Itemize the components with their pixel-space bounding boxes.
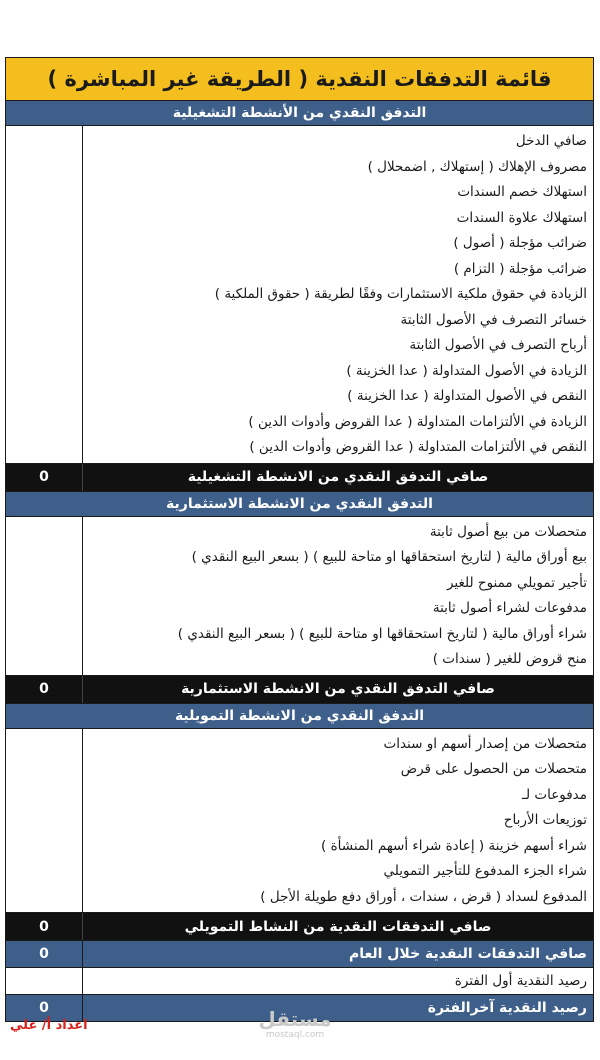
statement-title: قائمة التدفقات النقدية ( الطريقة غير المباشرة ) [6, 58, 593, 101]
operating-line-item: خسائر التصرف في الأصول الثابتة [400, 311, 587, 328]
investing-line-item: مدفوعات لشراء أصول ثابتة [432, 600, 587, 616]
investing-net-row [6, 676, 593, 704]
financing-line-item: متحصلات من إصدار أسهم او سندات [383, 735, 587, 752]
net-change-row [6, 941, 593, 968]
investing-line-item: منح قروض للغير ( سندات ) [432, 651, 587, 667]
operating-net-row [6, 464, 593, 492]
investing-line-item: بيع أوراق مالية ( لتاريخ استحقاقها او متاحة للبيع ) ( بسعر البيع النقدي ) [191, 549, 587, 565]
operating-line-item: استهلاك علاوة السندات [456, 209, 587, 226]
opening-balance-value [6, 968, 83, 994]
author-credit: اعداد أ/ علي [10, 1018, 88, 1033]
opening-balance-label: رصيد النقدية أول الفترة [454, 973, 587, 989]
operating-net-label: صافي التدفق النقدي من الانشطة التشغيلية [187, 469, 489, 485]
financing-net-value: 0 [6, 913, 83, 940]
investing-net-label: صافي التدفق النقدي من الانشطة الاستثمارية [181, 681, 495, 697]
operating-section-header: التدفق النقدي من الأنشطة التشغيلية [6, 101, 593, 126]
financing-values-column [6, 729, 83, 913]
operating-values-column [6, 126, 83, 463]
operating-line-item: الزيادة في الألتزامات المتداولة ( عدا القروض وأدوات الدين ) [248, 413, 587, 430]
operating-line-item: أرباح التصرف في الأصول الثابتة [409, 337, 587, 353]
investing-items-list [83, 517, 593, 675]
investing-net-value: 0 [6, 676, 83, 703]
operating-line-item: الزيادة في حقوق ملكية الاستثمارات وفقًا لطريقة ( حقوق الملكية ) [214, 286, 587, 302]
operating-line-item: النقص في الألتزامات المتداولة ( عدا القروض وأدوات الدين ) [249, 439, 587, 455]
operating-items-block [6, 126, 593, 464]
operating-line-item: صافي الدخل [515, 133, 587, 149]
investing-items-block [6, 517, 593, 676]
financing-line-item: متحصلات من الحصول على قرض [400, 761, 587, 777]
financing-items-block [6, 729, 593, 914]
financing-net-label: صافي التدفقات النقدية من النشاط التمويلي [184, 918, 492, 935]
operating-line-item: ضرائب مؤجلة ( أصول ) [453, 235, 587, 251]
financing-line-item: شراء الجزء المدفوع للتأجير التمويلي [383, 863, 587, 879]
closing-balance-label: رصيد النقدية آخرالفترة [427, 1000, 587, 1016]
financing-line-item: مدفوعات لـ [522, 786, 587, 803]
net-change-value: 0 [6, 941, 83, 967]
operating-line-item: مصروف الإهلاك ( إستهلاك , اضمحلال ) [367, 158, 587, 175]
net-change-label: صافي التدفقات النقدية خلال العام [348, 946, 587, 962]
investing-line-item: شراء أوراق مالية ( لتاريخ استحقاقها او متاحة للبيع ) ( بسعر البيع النقدي ) [177, 625, 587, 642]
financing-line-item: توزيعات الأرباح [503, 812, 587, 828]
operating-line-item: ضرائب مؤجلة ( التزام ) [453, 260, 587, 277]
investing-line-item: متحصلات من بيع أصول ثابتة [429, 523, 587, 540]
financing-items-list [83, 729, 593, 913]
closing-balance-value: 0 [6, 995, 83, 1021]
operating-items-list [83, 126, 593, 463]
financing-section-header: التدفق النقدي من الانشطة التمويلية [6, 704, 593, 729]
cash-flow-statement [5, 57, 594, 1022]
watermark-arabic: مستقل [258, 1007, 332, 1031]
watermark-logo [255, 1008, 335, 1040]
watermark-latin: mostaql.com [265, 1030, 325, 1040]
investing-values-column [6, 517, 83, 675]
investing-section-header: التدفق النقدي من الانشطة الاستثمارية [6, 492, 593, 517]
operating-line-item: النقص في الأصول المتداولة ( عدا الخزينة ) [347, 388, 587, 404]
operating-line-item: الزيادة في الأصول المتداولة ( عدا الخزينة ) [346, 362, 587, 379]
financing-line-item: شراء أسهم خزينة ( إعادة شراء أسهم المنشأة ) [321, 837, 587, 854]
financing-line-item: المدفوع لسداد ( قرض ، سندات ، أوراق دفع طويلة الأجل ) [260, 888, 587, 905]
operating-net-value: 0 [6, 464, 83, 491]
operating-line-item: استهلاك خصم السندات [457, 184, 587, 200]
financing-net-row [6, 913, 593, 941]
investing-line-item: تأجير تمويلي ممنوح للغير [446, 574, 587, 591]
opening-balance-row [6, 968, 593, 995]
